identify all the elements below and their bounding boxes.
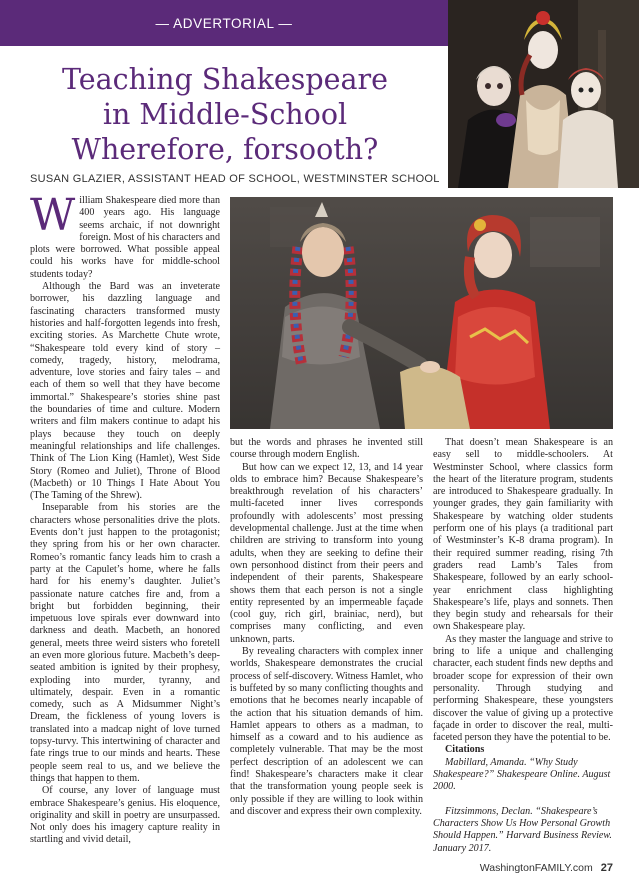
paragraph: That doesn’t mean Shakespeare is an easy sell to middle-schoolers. At Westminster School, where classics form the heart of the literature program, students are introduced to Shakespeare gradually. In younger grades, they gain familiarity with Shakespeare by watching older students perform one of his plays (a traditional part of Westminster’s K-8 drama program). In their required summer reading, rising 7th graders read Lamb’s Tales from Shakespeare, followed by an early school-year enrichment class highlighting Shakespeare’s life, plays and sonnets. Then they begin study and rehearsals for their own Shakespeare play.: [433, 437, 613, 633]
citations-heading: Citations: [445, 744, 485, 756]
top-photo: [448, 0, 639, 188]
paragraph: but the words and phrases he invented still course through modern English.: [230, 437, 423, 461]
paragraph: But how can we expect 12, 13, and 14 year olds to embrace him? Because Shakespeare’s breakthrough revelation of his characters’ multi-faceted inner lives corresponds profoundly with adolescents’ most pressing developmental challenge. Just at the time when children are striving to transform into young adults, when they are seeking to define their own personhood distinct from their peers and independent of their parents, Shakespeare shows them that each person is not a single entity represented by an impermeable façade (cool guy, rich girl, brainiac, nerd), but comprises many conflicting, and even unknown, parts.: [230, 461, 423, 645]
paragraph: By revealing characters with complex inner worlds, Shakespeare demonstrates the crucial process of self-discovery. Witness Hamlet, who is buffeted by so many conflicting thoughts and emotions that he becomes nearly incapable of the action that his situation demands of him. Hamlet appears to others as a madman, to himself as a coward and to his audience as completely vulnerable. That may be the most perfect description of an adolescent we can find! Shakespeare’s characters make it clear that the transformation young people seek is only possible if they are willing to look within and discover and express their own complexity.: [230, 646, 423, 817]
banner-label: — ADVERTORIAL —: [155, 15, 293, 31]
page-footer: [480, 862, 613, 874]
paragraph: [30, 190, 220, 281]
drop-cap: W: [30, 190, 76, 241]
paragraph: Of course, any lover of language must embrace Shakespeare’s genius. His eloquence, originality and skill in poetry are unsurpassed. Not only does his imagery capture reality in startling and vivid detail,: [30, 785, 220, 846]
paragraph: Although the Bard was an inveterate borrower, his dazzling language and fascinating characters transformed musty histories and half-forgotten legends into fresh, exciting stories. As Marchette Chute wrote, “Shakespeare told every kind of story – comedy, tragedy, history, melodrama, adventure, love stories and fairy tales – and each of them so well that they have become immortal.” Shakespeare’s stories shine past the boundaries of time and culture. Modern writers and film makers continue to adapt his plays because they touch on deeply meaningful relationships and life challenges. Think of The Lion King (Hamlet), West Side Story (Romeo and Juliet), Throne of Blood (Macbeth) or 10 Things I Hate About You (The Taming of the Shrew).: [30, 281, 220, 502]
column-2: [230, 437, 423, 818]
citation: Fitzsimmons, Declan. “Shakespeare’s Characters Show Us How Personal Growth Should Happen.” Harvard Business Review. January 2017.: [433, 805, 612, 854]
paragraph: Inseparable from his stories are the characters whose personalities drive the plots. Events don’t just happen to the protagonist; they spring from his or her own character. Romeo’s romantic fancy leads him to crash a party at the Capulet’s home, where he falls hard for his enemy’s daughter. Juliet’s passionate nature catches fire and, from a bright but forbidden beginning, their impetuous love spirals ever downward into darkness and death. Macbeth, an honored general, meets three weird sisters who foretell an even more glorious future. Macbeth’s deep-seated ambition is ignited by their prophesy, exploding into murder, tyranny, and ultimately, despair. Even in a romantic comedy, such as A Midsummer Night’s Dream, the fickleness of young lovers is translated into a madcap night of love turned topsy-turvy. This intertwining of character and fate rings true to our minds and hearts. These people seem real to us, and we believe the things that happen to them.: [30, 502, 220, 784]
page-number: 27: [600, 862, 613, 874]
advertorial-banner: [0, 0, 448, 46]
citation: Mabillard, Amanda. “Why Study Shakespeare?” Shakespeare Online. August 2000.: [433, 756, 611, 793]
stage-photo: [230, 197, 613, 429]
title-line: Teaching Shakespeare: [62, 63, 388, 96]
paragraph: As they master the language and strive to bring to life a unique and challenging character, each student finds new depths and broader scope for expression of their own personality. Through studying and performing Shakespeare, these youngsters discover the value of giving up a protective façade in order to discover the real, multi-faceted person they have the potential to be.: [433, 633, 613, 744]
footer-site: WashingtonFAMILY.com: [479, 862, 593, 874]
paragraph-text: illiam Shakespeare died more than 400 years ago. His language seems archaic, if not downright foreign. Most of his characters and plots were borrowed. What possible appeal could his works have for middle-school students today?: [30, 195, 220, 280]
title-line: in Middle-School: [102, 98, 348, 131]
column-3: [433, 437, 613, 855]
article-title: [40, 62, 410, 167]
byline: SUSAN GLAZIER, ASSISTANT HEAD OF SCHOOL, WESTMINSTER SCHOOL: [30, 173, 440, 185]
column-1: [30, 190, 220, 847]
title-line: Wherefore, forsooth?: [71, 133, 379, 166]
